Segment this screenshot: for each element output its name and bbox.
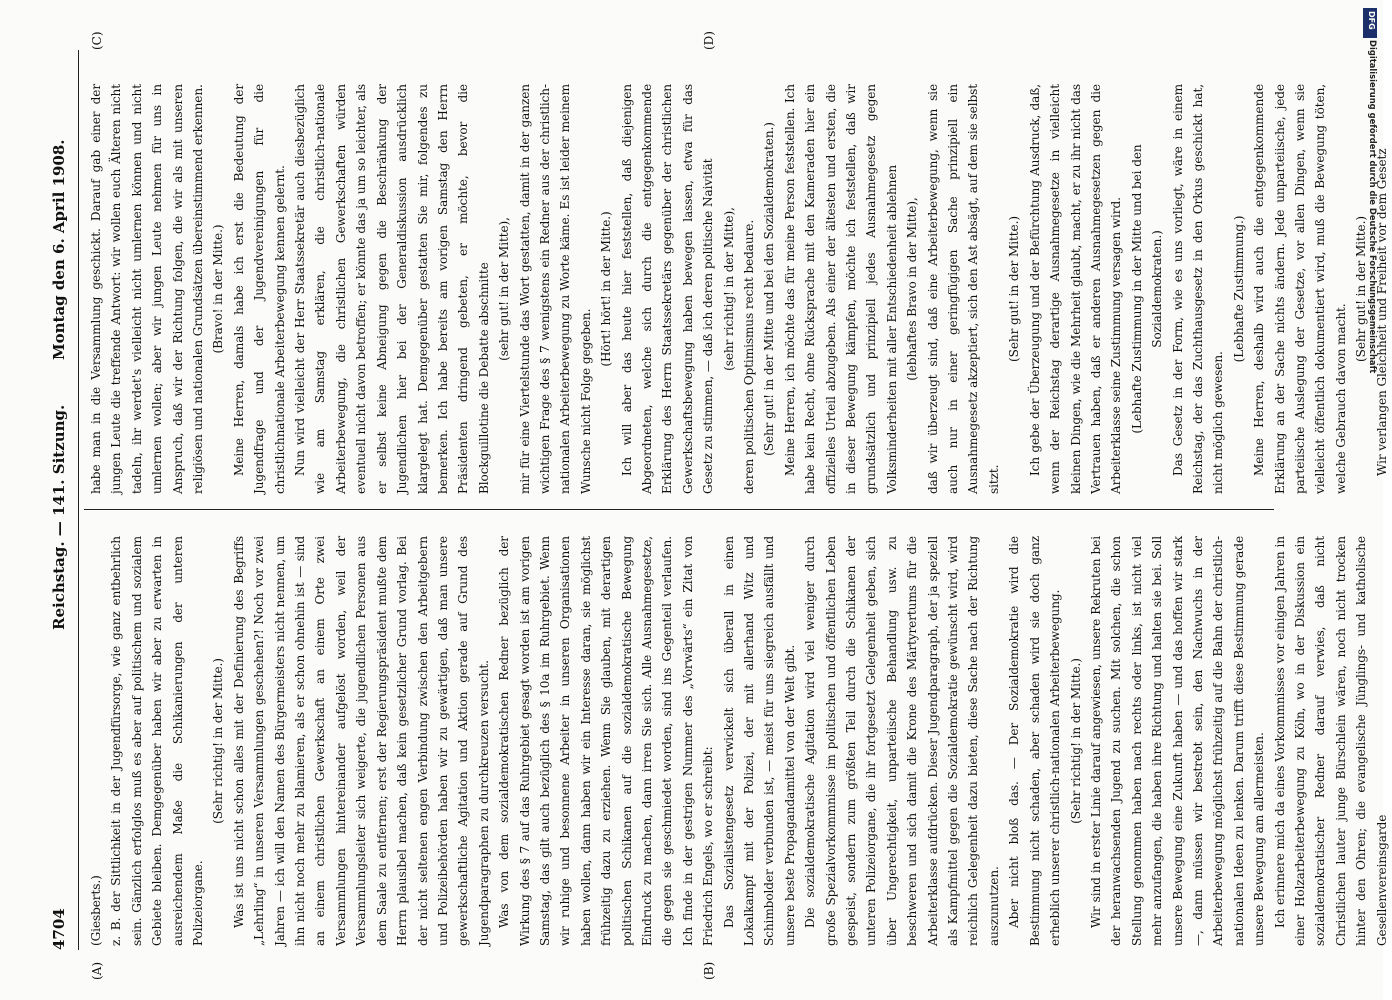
quotation: Das Sozialistengesetz verwickelt sich überall in einen Lokalkampf mit der Polizei, der mit allerhand Witz und Schimbolder verbunden ist, — meist für uns siegreich ausfällt und unsere beste Propagandamittel von der Welt gibt.	[721, 536, 797, 946]
paragraph: Wir verlangen Gleichheit und Freiheit vor dem Gesetz	[1374, 148, 1389, 476]
left-column	[86, 536, 1389, 946]
paragraph: Meine Herren, deshalb wird auch die entgegenkommende Erklärung an der Sache nichts ändern. Jede unparteiische, jede parteiische Auslegung der Gesetze, vor allen Dingen, wenn sie vielleicht öffentlich dokumentiert wird, muß die Bewegung töten, welche Gebrauch davon macht.	[1252, 84, 1348, 494]
paragraph: habe man in die Versammlung geschickt. Darauf gab einer der jungen Leute die treffende Antwort: wir wollen euch Älteren nicht tadeln, ihr werdet's vielleicht nicht umlernen können und nicht umlernen wollen; aber wir jungen Leute nehmen für uns in Anspruch, daß wir der Richtung folgen, die wir als mit unseren religiösen und nationalen Grundsätzen übereinstimmend erkennen.	[89, 84, 206, 494]
interjection: (Sehr gut! in der Mitte.)	[1007, 216, 1022, 362]
column-divider	[84, 509, 1274, 510]
header-rule	[78, 50, 79, 950]
paragraph: Aber nicht bloß das. — Der Sozialdemokratie wird die Bestimmung nicht schaden, aber schaden wird sie doch ganz erheblich unserer christlich-nationalen Arbeiterbewegung.	[1007, 536, 1063, 946]
paragraph: daß wir überzeugt sind, daß eine Arbeiterbewegung, wenn sie auch nur in einer geringfügigen Sache prinzipiell ein Ausnahmegesetz akzeptiert, sich den Ast absägt, auf dem sie selbst sitzt.	[925, 84, 1001, 494]
interjection: (Bravo! in der Mitte.)	[211, 224, 226, 354]
dfg-logo	[1363, 8, 1377, 38]
paragraph: z. B. der Sittlichkeit in der Jugendfürsorge, wie ganz entbehrlich sein. Gänzlich erfolglos muß es aber auf politischem und sozialem Gebiete bleiben. Demgegenüber haben wir aber zu erwarten in ausreichendem Maße die Schikanierungen der unteren Polizeiorgane.	[109, 536, 206, 946]
paragraph: deren politischen Optimismus recht bedaure.	[742, 219, 756, 494]
paragraph: Ich erinnere mich da eines Vorkommnisses vor einigen Jahren in einer Holzarbeiterbewegung zu Köln, wo in der Diskussion ein sozialdemokratischer Redner darauf verwies, daß nicht Christlichen lauter junge Bürschlein wären, noch nicht trocken hinter den Ohren; die evangelische Jünglings- und katholische Gesellenvereinsgarde	[1272, 536, 1389, 946]
paragraph: Nun wird vielleicht der Herr Staatssekretär auch diesbezüglich wie am Samstag erklären, die christlich-nationale Arbeiterbewegung, die christlichen Gewerkschaften würden eventuell nicht davon betroffen; er könnte das ja um so leichter, als er selbst keine Abneigung gegen die Beschränkung der Jugendlichen hier bei der Generaldiskussion ausdrücklich klargelegt hat. Demgegenüber gestatten Sie mir, folgendes zu bemerken. Ich habe bereits am vorigen Samstag den Herrn Präsidenten dringend gebeten, er möchte, bevor die Blockguillotine die Debatte abschnitte	[293, 84, 491, 494]
paragraph: Ich will aber das heute hier feststellen, daß diejenigen Abgeordneten, welche sich durch die entgegenkommende Erklärung des Herrn Staatssekretärs gegenüber der christlichen Gewerkschaftsbewegung haben bewegen lassen, etwa für das Gesetz zu stimmen, — daß ich deren politische Naivität	[619, 84, 716, 494]
digitization-credit-text: Digitalisierung gefördert durch die Deutsche Forschungsgemeinschaft	[1368, 40, 1378, 374]
margin-letter-a: (A)	[90, 961, 104, 980]
interjection: (lebhaftes Bravo in der Mitte),	[905, 197, 920, 381]
page-number: 4704	[50, 908, 68, 950]
paragraph: Meine Herren, ich möchte das für meine Person feststellen. Ich habe kein Recht, ohne Rücksprache mit den Kameraden hier ein offizielles Urteil abzugeben. Als einer der ältesten und ersten, die in dieser Bewegung kämpfen, möchte ich feststellen, daß wir grundsätzlich und prinzipiell jedes Ausnahmegesetz gegen Volksminderheiten mit aller Entschiedenheit ablehnen	[782, 84, 899, 494]
session-title: Reichstag. — 141. Sitzung.	[50, 404, 68, 630]
dfg-logo-text: DFG	[1367, 11, 1376, 30]
paragraph: Meine Herren, damals habe ich erst die Bedeutung der Jugendfrage und der Jugendvereinigungen für die christlichnationale Arbeiterbewegung kennen gelernt.	[231, 84, 287, 494]
running-head	[50, 50, 78, 950]
interjection: (Sehr richtig! in der Mitte.)	[1068, 658, 1083, 824]
margin-letter-c: (C)	[90, 31, 104, 50]
interjection: (Lebhafte Zustimmung.)	[1231, 215, 1246, 363]
interjection: (Sehr richtig! in der Mitte.)	[211, 658, 226, 824]
digitization-credit	[1366, 40, 1380, 700]
interjection: (Sehr gut! in der Mitte.)	[1354, 216, 1369, 362]
interjection: (Sehr gut! in der Mitte und bei den Sozialdemokraten.)	[762, 122, 777, 456]
interjection: (Hört! hört! in der Mitte.)	[599, 211, 614, 367]
paragraph: Was von dem sozialdemokratischen Redner bezüglich der Wirkung des § 7 auf das Ruhrgebiet gesagt worden ist am vorigen Samstag, das gilt auch bezüglich des § 10a im Ruhrgebiet. Wenn wir ruhige und besonnene Arbeiter in unseren Organisationen haben wollen, dann haben wir ein Interesse daran, sie möglichst frühzeitig dazu zu erziehen. Wenn Sie glauben, mit derartigen politischen Schikanen auf die sozialdemokratische Bewegung Eindruck zu machen, dann irren Sie sich. Alle Ausnahmegesetze, die gegen sie geschmiedet worden, sind ins Gegenteil verlaufen. Ich finde in der gestrigen Nummer des „Vorwärts“ ein Zitat von Friedrich Engels, wo er schreibt:	[497, 536, 716, 946]
paragraph: Die sozialdemokratische Agitation wird viel weniger durch große Spezialvorkommnisse im politischen und öffentlichen Leben gespeist, sondern zum größten Teil durch die Schikanen der unteren Polizeiorgane, die ihr fortgesetzt Gelegenheit geben, sich über Ungerechtigkeit, unparteiische Behandlung usw. zu beschweren und sich damit die Krone des Märtyrertums für die Arbeiterklasse aufdrücken. Dieser Jugendparagraph, der ja speziell als Kampfmittel gegen die Sozialdemokratie gewünscht wird, wird reichlich Gelegenheit dazu bieten, diese Sache nach der Richtung auszunutzen.	[803, 536, 1001, 946]
paragraph: Wir sind in erster Linie darauf angewiesen, unsere Rekruten bei der heranwachsenden Jugend zu suchen. Mit solchen, die schon Stellung genommen haben nach rechts oder links, ist nicht viel mehr anzufangen, die haben ihre Richtung und halten sie bei. Soll unsere Bewegung eine Zukunft haben — und das hoffen wir stark —, dann müssen wir bestrebt sein, den Nachwuchs in der Arbeiterbewegung möglichst frühzeitig auf die Bahn der christlich-nationalen Ideen zu lenken. Darum trifft diese Bestimmung gerade unsere Bewegung am allermeisten.	[1088, 536, 1267, 946]
paragraph: mir für eine Viertelstunde das Wort gestatten, damit in der ganzen wichtigen Frage des § 7 wenigstens ein Redner aus der christlich-nationalen Arbeiterbewegung zu Worte käme. Es ist leider meinem Wunsche nicht Folge gegeben.	[517, 84, 593, 494]
paragraph: Das Gesetz in der Form, wie es uns vorliegt, wäre in einem Reichstag, der das Zuchthausgesetz in den Orkus geschickt hat, nicht möglich gewesen.	[1170, 84, 1226, 494]
interjection: (Lebhafte Zustimmung in der Mitte und bei den Sozialdemokraten.)	[1129, 144, 1165, 434]
interjection: (sehr gut! in der Mitte),	[497, 217, 512, 361]
paragraph: Ich gebe der Überzeugung und der Befürchtung Ausdruck, daß, wenn der Reichstag derartige Ausnahmegesetze in vielleicht kleinen Dingen, wie die Mehrheit glaubt, macht, er zu ihr nicht das Vertrauen haben, daß er anderen Ausnahmegesetzen gegen die Arbeiterklasse seine Zustimmung versagen wird.	[1027, 84, 1124, 494]
session-date: Montag den 6. April 1908.	[50, 139, 68, 360]
paragraph: Was ist uns nicht schon alles mit der Definierung des Begriffs „Lehrling“ in unseren Versammlungen geschehen?! Noch vor zwei Jahren — ich will den Namen des Bürgermeisters nicht nennen, um ihn nicht noch mehr zu blamieren, als er schon ohnehin ist — sind an einem christlichen Gewerkschaft an einem Orte zwei Versammlungen hintereinander aufgelöst worden, weil der Versammlungsleiter sich weigerte, die jugendlichen Personen aus dem Saale zu entfernen; erst der Regierungspräsident mußte dem Herrn plausibel machen, daß kein gesetzlicher Grund vorlag. Bei der nicht seltenen engen Verbindung zwischen den Arbeitgebern und Polizeibehörden haben wir zu gewärtigen, daß man unsere gewerkschaftliche Agitation und Aktion gerade auf Grund des Jugendparagraphen zu durchkreuzen versucht.	[231, 536, 491, 946]
margin-letter-b: (B)	[702, 961, 716, 980]
interjection: (sehr richtig! in der Mitte),	[721, 207, 736, 371]
speaker-name: (Giesberts.)	[89, 875, 103, 946]
margin-letter-d: (D)	[702, 31, 716, 50]
